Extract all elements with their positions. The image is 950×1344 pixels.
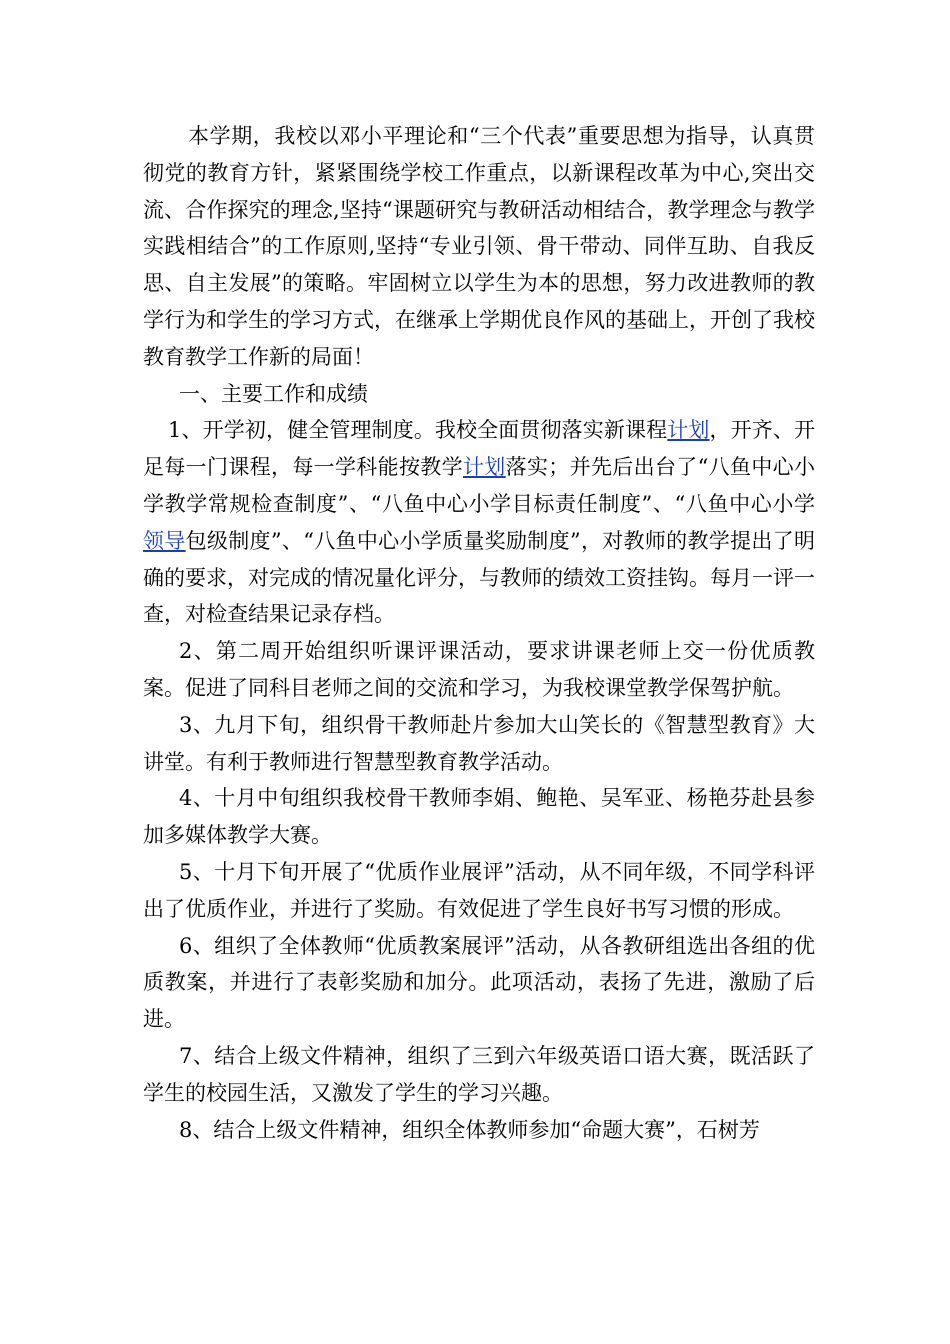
item1-text-3: 落实；并先后出台了“八鱼中心小学教学常规检查制度”、“八鱼中心小学目标责任制度”、“八鱼中心小学 [143, 455, 816, 516]
item1-text-1: 1、开学初，健全管理制度。我校全面贯彻落实新课程 [168, 418, 668, 443]
document-body [143, 118, 815, 1148]
list-item-1 [143, 412, 815, 633]
list-item-7: 7、结合上级文件精神，组织了三到六年级英语口语大赛，既活跃了学生的校园生活，又激发了学生的学习兴趣。 [143, 1043, 815, 1105]
link-plan-1[interactable]: 计划 [667, 418, 710, 443]
list-item-8: 8、结合上级文件精神，组织全体教师参加“命题大赛”，石树芳 [179, 1117, 760, 1142]
list-item-5: 5、十月下旬开展了“优质作业展评”活动，从不同年级，不同学科评出了优质作业，并进行了奖励。有效促进了学生良好书写习惯的形成。 [143, 859, 815, 921]
list-item-3: 3、九月下旬，组织骨干教师赴片参加大山笑长的《智慧型教育》大讲堂。有利于教师进行智慧型教育教学活动。 [143, 712, 815, 774]
section-heading: 一、主要工作和成绩 [179, 381, 368, 406]
link-leadership[interactable]: 领导 [143, 528, 186, 553]
link-plan-2[interactable]: 计划 [462, 455, 506, 480]
list-item-2: 2、第二周开始组织听课评课活动，要求讲课老师上交一份优质教案。促进了同科目老师之间的交流和学习，为我校课堂教学保驾护航。 [143, 639, 815, 700]
list-item-4: 4、十月中旬组织我校骨干教师李娟、鲍艳、吴军亚、杨艳芬赴县参加多媒体教学大赛。 [143, 786, 815, 848]
intro-paragraph: 本学期，我校以邓小平理论和“三个代表”重要思想为指导，认真贯彻党的教育方针，紧紧围绕学校工作重点，以新课程改革为中心,突出交流、合作探究的理念,坚持“课题研究与教研活动相结合，教学理念与教学实践相结合”的工作原则,坚持“专业引领、骨干带动、同伴互助、自我反思、自主发展”的策略。牢固树立以学生为本的思想，努力改进教师的教学行为和学生的学习方式，在继承上学期优良作风的基础上，开创了我校教育教学工作新的局面！ [143, 124, 815, 369]
item1-text-2: ，开齐、开足每一门课程，每一学科能按教学 [143, 418, 816, 480]
item1-text-4: 包级制度”、“八鱼中心小学质量奖励制度”，对教师的教学提出了明确的要求，对完成的情况量化评分，与教师的绩效工资挂钩。每月一评一查，对检查结果记录存档。 [143, 528, 815, 627]
list-item-6: 6、组织了全体教师“优质教案展评”活动，从各教研组选出各组的优质教案，并进行了表彰奖励和加分。此项活动，表扬了先进，激励了后进。 [143, 933, 815, 1032]
